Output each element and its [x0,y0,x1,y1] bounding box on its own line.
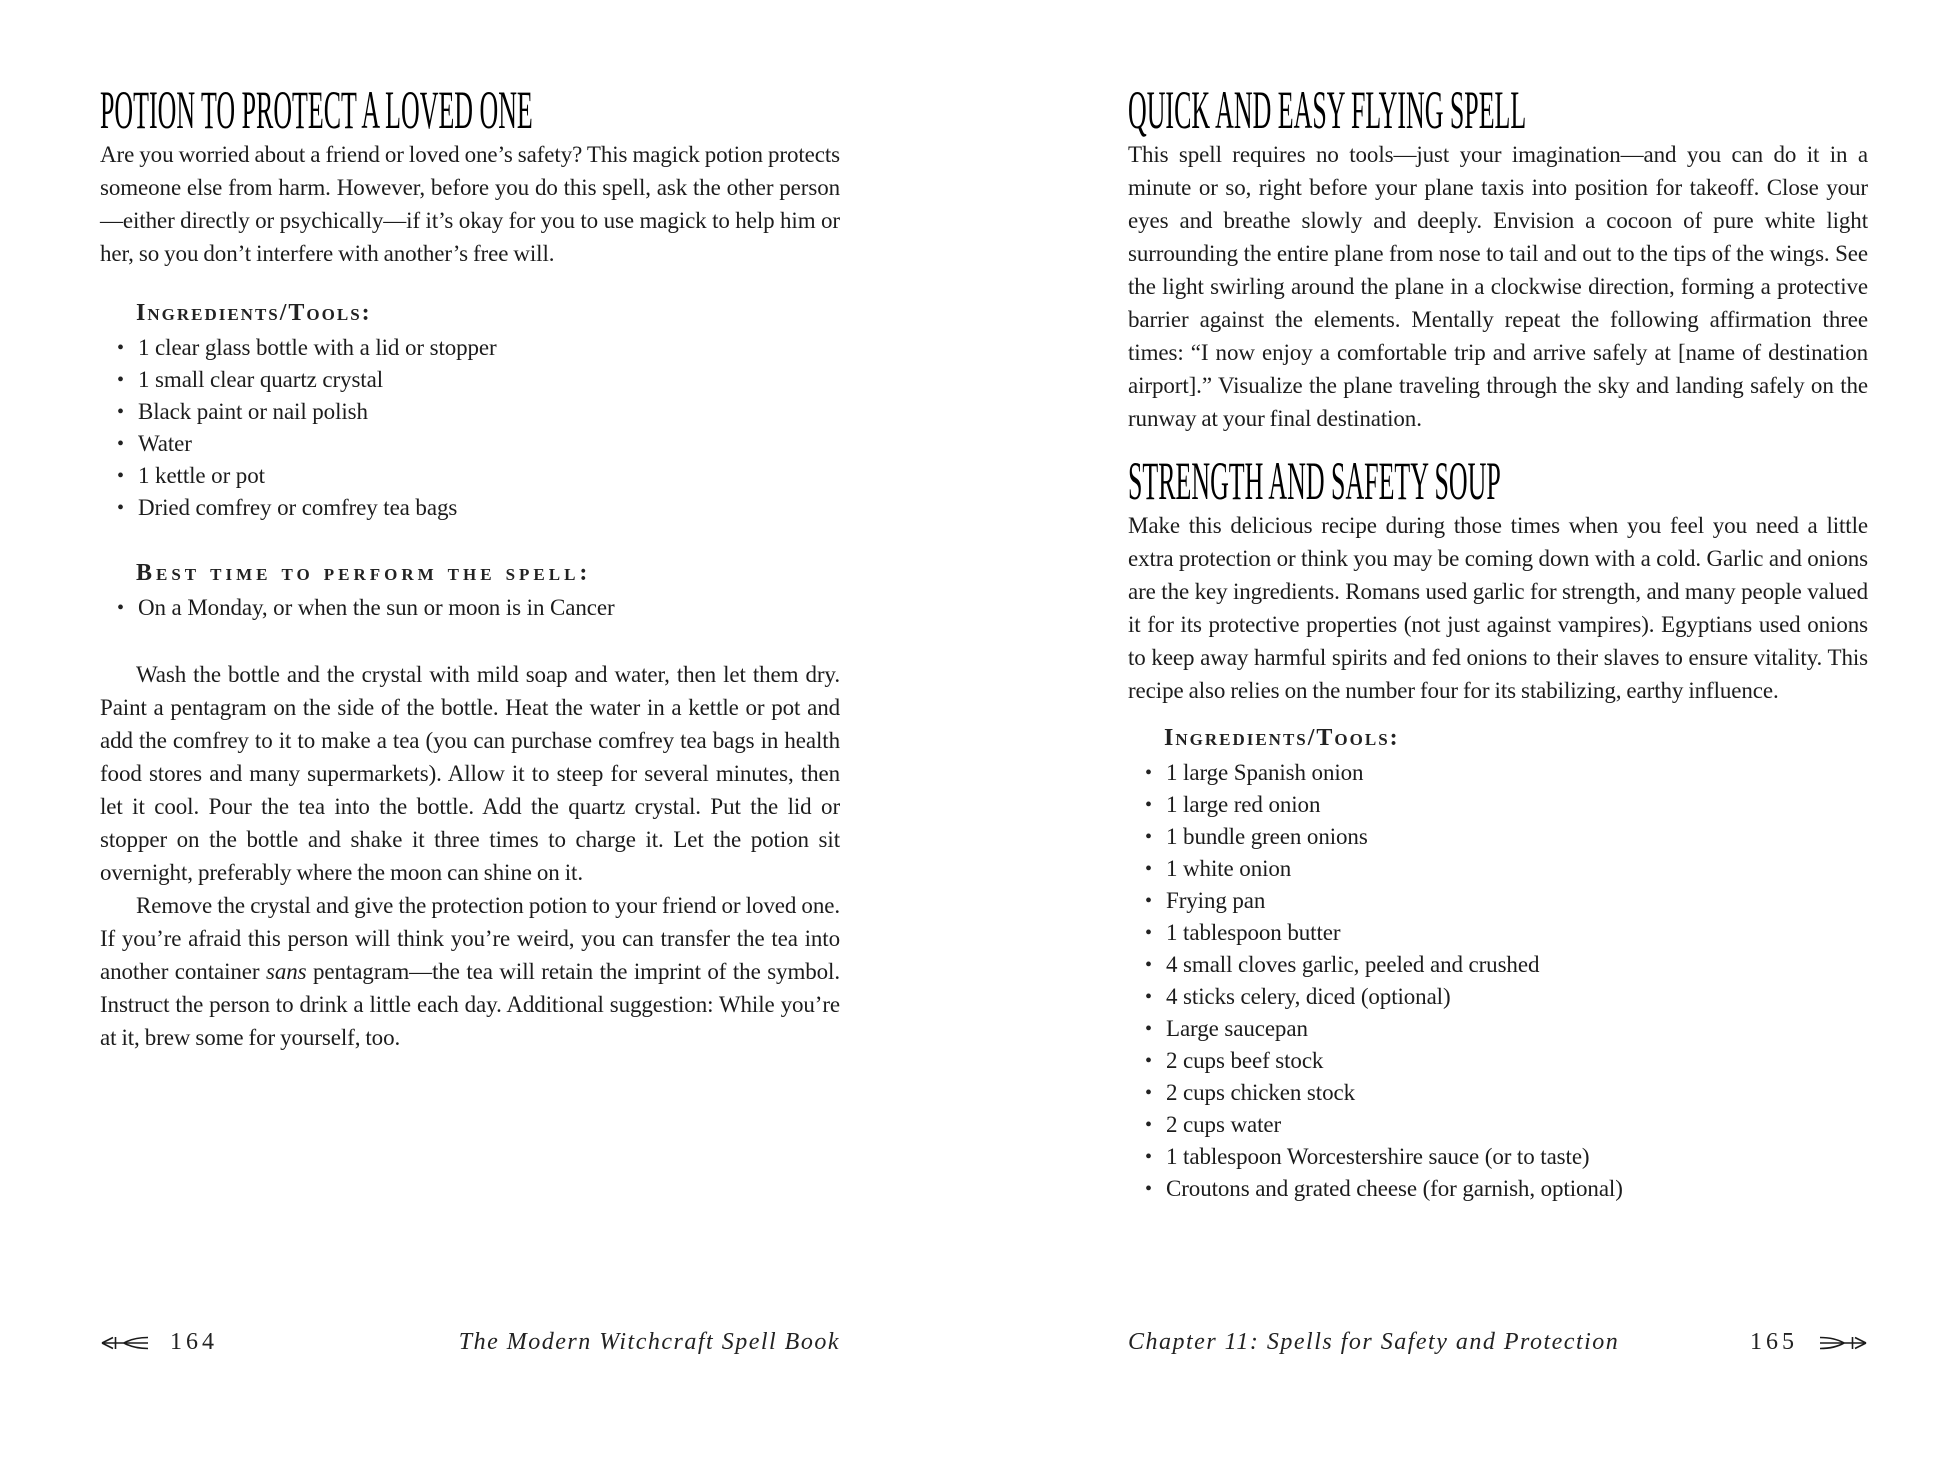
list-item: • Water [100,428,840,460]
flying-spell-paragraph: This spell requires no tools—just your imagination—and you can do it in a minute or so, right before your plane taxis into position for takeoff. Close your eyes and breathe slowly and deeply. Envision a cocoon of pure white light surrounding the entire plane from nose to tail and out to the tips of the wings. See the light swirling around the plane in a clockwise direction, forming a protective barrier against the elements. Mentally repeat the following affirmation three times: “I now enjoy a comfortable trip and arrive safely at [name of destination airport].” Visualize the plane traveling through the sky and landing safely on the runway at your final destination. [1128,142,1868,431]
left-best-time-list [100,592,840,624]
list-item: • 1 tablespoon Worcestershire sauce (or to taste) [1128,1141,1868,1173]
chapter-title: Chapter 11: Spells for Safety and Protection [1128,1329,1620,1355]
soup-ingredients-heading: Ingredients/Tools: [1164,725,1400,751]
soup-title-text: STRENGTH AND SAFETY SOUP [1128,451,1501,511]
left-page-footer [100,1329,840,1356]
left-best-time-heading: Best time to perform the spell: [136,560,592,586]
list-item: • Dried comfrey or comfrey tea bags [100,492,840,524]
list-item: • 1 kettle or pot [100,460,840,492]
left-arrow-ornament-icon [100,1334,150,1352]
left-page-title-text: POTION TO PROTECT A LOVED ONE [100,80,533,140]
list-item: • 2 cups chicken stock [1128,1077,1868,1109]
left-ingredients-list [100,332,840,524]
left-intro-paragraph: Are you worried about a friend or loved one’s safety? This magick potion protects someone else from harm. However, before you do this spell, ask the other person—either directly or psychically—if it’s okay for you to use magick to help him or her, so you don’t interfere with another’s free will. [100,142,840,266]
list-item: • 1 clear glass bottle with a lid or stopper [100,332,840,364]
list-item: • 1 large Spanish onion [1128,757,1868,789]
left-ingredients-heading: Ingredients/Tools: [136,300,372,326]
list-item: • 4 sticks celery, diced (optional) [1128,981,1868,1013]
left-page [100,80,840,1054]
list-item: • Large saucepan [1128,1013,1868,1045]
soup-paragraph: Make this delicious recipe during those times when you feel you need a little extra protection or think you may be coming down with a cold. Garlic and onions are the key ingredients. Romans used garlic for strength, and many people valued it for its protective properties (not just against vampires). Egyptians used onions to keep away harmful spirits and fed onions to their slaves to ensure vitality. This recipe also relies on the number four for its stabilizing, earthy influence. [1128,513,1868,703]
right-arrow-ornament-icon [1818,1334,1868,1352]
flying-spell-title [1128,80,1868,140]
left-instructions-paragraph-2 [100,889,840,1054]
right-page-number: 165 [1750,1329,1798,1355]
left-page-title [100,80,840,140]
list-item: • Black paint or nail polish [100,396,840,428]
list-item: • 1 large red onion [1128,789,1868,821]
left-page-number: 164 [170,1329,218,1355]
left-instructions-paragraph-1: Wash the bottle and the crystal with mild soap and water, then let them dry. Paint a pentagram on the side of the bottle. Heat the water in a kettle or pot and add the comfrey to it to make a tea (you can purchase comfrey tea bags in health food stores and many supermarkets). Allow it to steep for several minutes, then let it cool. Pour the tea into the bottle. Add the quartz crystal. Put the lid or stopper on the bottle and shake it three times to charge it. Let the potion sit overnight, preferably where the moon can shine on it. [100,662,840,885]
list-item: • Croutons and grated cheese (for garnish, optional) [1128,1173,1868,1205]
paragraph-text: pentagram—the tea will retain the imprint of the symbol. Instruct the person to drink a little each day. Additional suggestion: While you’re at it, brew some for yourself, too. [100,959,840,1050]
italic-word: sans [265,959,307,984]
right-page [1128,80,1868,1205]
list-item: • 2 cups beef stock [1128,1045,1868,1077]
list-item: • 2 cups water [1128,1109,1868,1141]
list-item: • 1 bundle green onions [1128,821,1868,853]
list-item: • On a Monday, or when the sun or moon is in Cancer [100,592,840,624]
soup-ingredients-list [1128,757,1868,1205]
list-item: • 1 tablespoon butter [1128,917,1868,949]
flying-spell-title-text: QUICK AND EASY FLYING SPELL [1128,80,1527,140]
book-title: The Modern Witchcraft Spell Book [458,1329,840,1355]
list-item: • Frying pan [1128,885,1868,917]
list-item: • 1 white onion [1128,853,1868,885]
list-item: • 4 small cloves garlic, peeled and crushed [1128,949,1868,981]
list-item: • 1 small clear quartz crystal [100,364,840,396]
paragraph-text: Remove the crystal and give the protection potion to your friend or loved one. If you’re afraid this person will think you’re weird, you can transfer the tea into another container [100,893,840,984]
right-page-footer [1128,1329,1868,1356]
soup-title [1128,451,1868,511]
